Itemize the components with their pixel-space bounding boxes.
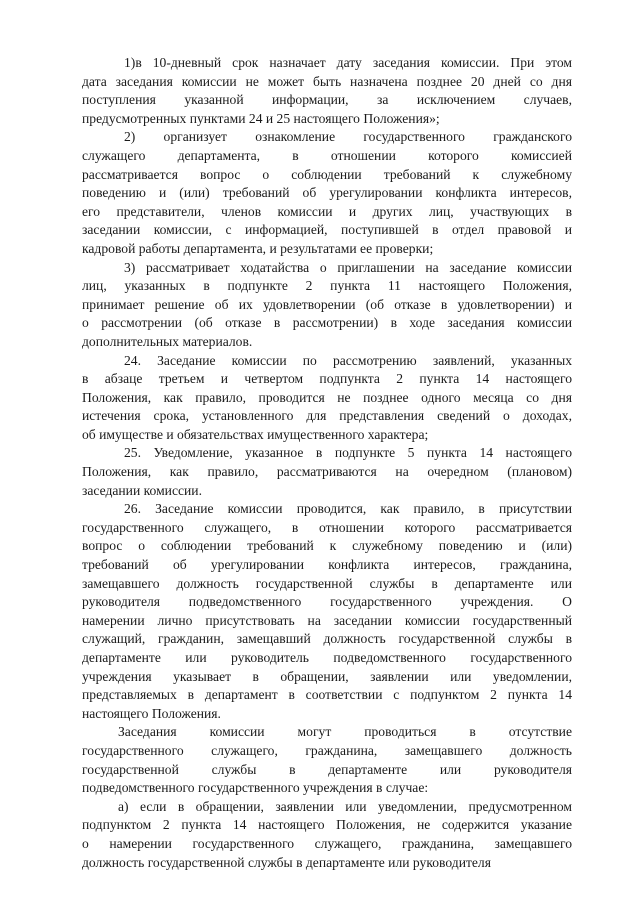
text-line: служащего департамента, в отношении которого комиссией — [82, 147, 572, 163]
text-line: Положения, как правило, рассматриваются на очередном (плановом) — [82, 464, 572, 480]
text-line: а) если в обращении, заявлении или уведомлении, предусмотренном — [118, 798, 572, 814]
text-line: служащий, гражданин, замещавший должность государственной службы в — [82, 631, 572, 647]
text-line: рассматривается вопрос о соблюдении требований к служебному — [82, 166, 572, 182]
text-line: заседании комиссии. — [82, 482, 202, 498]
paragraph-p27 — [82, 723, 572, 797]
paragraph-p24 — [82, 352, 572, 445]
text-line: должность государственной службы в департаменте или руководителя — [82, 854, 491, 870]
paragraph-p2 — [82, 128, 572, 258]
text-line: настоящего Положения. — [82, 705, 221, 721]
text-line: в абзаце третьем и четвертом подпункта 2 пункта 14 настоящего — [82, 371, 572, 387]
text-line: требований об урегулировании конфликта интересов, гражданина, — [82, 557, 572, 573]
text-line: 3) рассматривает ходатайства о приглашении на заседание комиссии — [124, 259, 572, 275]
paragraph-pa — [82, 798, 572, 872]
text-line: Положения, как правило, проводится не позднее одного месяца со дня — [82, 389, 572, 405]
text-line: предусмотренных пунктами 24 и 25 настоящего Положения»; — [82, 110, 440, 126]
text-line: подпунктом 2 пункта 14 настоящего Положения, не содержится указание — [82, 817, 572, 833]
text-line: замещавшего должность государственной службы в департаменте или — [82, 575, 572, 591]
paragraph-p25 — [82, 444, 572, 500]
text-line: поведению и (или) требований об урегулировании конфликта интересов, — [82, 185, 572, 201]
text-line: об имуществе и обязательствах имущественного характера; — [82, 426, 429, 442]
text-line: дополнительных материалов. — [82, 333, 253, 349]
document-body — [82, 54, 572, 872]
text-line: государственной службы в департаменте или руководителя — [82, 761, 572, 777]
text-line: заседании комиссии, с информацией, поступившей в отдел правовой и — [82, 222, 572, 238]
text-line: его представители, членов комиссии и других лиц, участвующих в — [82, 203, 572, 219]
text-line: 1)в 10-дневный срок назначает дату заседания комиссии. При этом — [124, 55, 572, 70]
paragraph-p3 — [82, 259, 572, 352]
text-line: подведомственного государственного учреждения в случае: — [82, 780, 429, 796]
text-line: лиц, указанных в подпункте 2 пункта 11 настоящего Положения, — [82, 278, 572, 294]
text-line: департаменте или руководитель подведомственного государственного — [82, 650, 572, 665]
paragraph-p1 — [82, 54, 572, 128]
text-line: 24. Заседание комиссии по рассмотрению заявлений, указанных — [124, 352, 572, 368]
text-line: государственного служащего, гражданина, замещавшего должность — [82, 742, 572, 758]
text-line: 25. Уведомление, указанное в подпункте 5 пункта 14 настоящего — [124, 445, 572, 461]
text-line: 26. Заседание комиссии проводится, как правило, в присутствии — [124, 501, 572, 517]
text-line: о намерении государственного служащего, гражданина, замещавшего — [82, 835, 572, 851]
text-line: вопрос о соблюдении требований к служебному поведению и (или) — [82, 538, 572, 554]
text-line: поступления указанной информации, за исключением случаев, — [82, 92, 572, 108]
text-line: о рассмотрении (об отказе в рассмотрении) в ходе заседания комиссии — [82, 315, 572, 331]
paragraph-p26 — [82, 500, 572, 723]
text-line: руководителя подведомственного государственного учреждения. О — [82, 594, 572, 610]
text-line: дата заседания комиссии не может быть назначена позднее 20 дней со дня — [82, 73, 572, 89]
text-line: представляемых в департамент в соответствии с подпунктом 2 пункта 14 — [82, 687, 572, 703]
text-line: Заседания комиссии могут проводиться в отсутствие — [118, 724, 572, 740]
text-line: принимает решение об их удовлетворении (об отказе в удовлетворении) и — [82, 296, 572, 312]
text-line: истечения срока, установленного для представления сведений о доходах, — [82, 408, 572, 424]
text-line: государственного служащего, в отношении которого рассматривается — [82, 519, 572, 535]
text-line: кадровой работы департамента, и результатами ее проверки; — [82, 240, 434, 256]
text-line: учреждения указывает в обращении, заявлении или уведомлении, — [82, 668, 572, 684]
text-line: 2) организует ознакомление государственного гражданского — [124, 129, 572, 145]
text-line: намерении лично присутствовать на заседании комиссии государственный — [82, 612, 572, 628]
